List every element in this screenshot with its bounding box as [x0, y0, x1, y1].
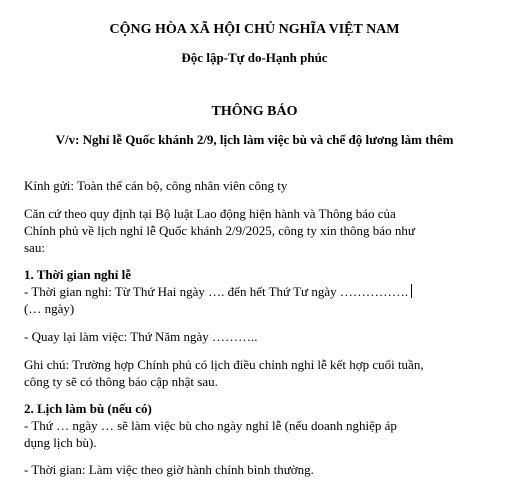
- note-line-1: Ghi chú: Trường hợp Chính phủ có lịch điều chỉnh nghỉ lễ kết hợp cuối tuần,: [24, 357, 424, 372]
- document-title: THÔNG BÁO: [211, 104, 298, 119]
- return-to-work-line: - Quay lại làm việc: Thứ Năm ngày ………..: [24, 329, 258, 344]
- makeup-line-2: dụng lịch bù).: [24, 435, 97, 450]
- national-title: CỘNG HÒA XÃ HỘI CHỦ NGHĨA VIỆT NAM: [109, 22, 400, 37]
- basis-line-3: sau:: [24, 240, 45, 255]
- time-off-text: - Thời gian nghỉ: Từ Thứ Hai ngày …. đến hết Thứ Tư ngày …………….: [24, 284, 409, 299]
- makeup-line-1: - Thứ … ngày … sẽ làm việc bù cho ngày nghỉ lễ (nếu doanh nghiệp áp: [24, 418, 397, 433]
- text-cursor: [411, 284, 412, 298]
- section-2-heading: 2. Lịch làm bù (nếu có): [24, 401, 152, 416]
- time-off-days: (… ngày): [24, 301, 75, 316]
- basis-line-1: Căn cứ theo quy định tại Bộ luật Lao động hiện hành và Thông báo của: [24, 206, 396, 221]
- time-off-line: [24, 283, 412, 300]
- basis-line-2: Chính phủ về lịch nghỉ lễ Quốc khánh 2/9/2025, công ty xin thông báo như: [24, 223, 415, 238]
- note-line-2: công ty sẽ có thông báo cập nhật sau.: [24, 374, 218, 389]
- national-motto: Độc lập-Tự do-Hạnh phúc: [181, 50, 328, 65]
- section-1-heading: 1. Thời gian nghỉ lễ: [24, 267, 132, 282]
- working-hours-line: - Thời gian: Làm việc theo giờ hành chính bình thường.: [24, 462, 314, 477]
- recipient-line: Kính gửi: Toàn thể cán bộ, công nhân viên công ty: [24, 178, 288, 193]
- document-subject: V/v: Nghỉ lễ Quốc khánh 2/9, lịch làm việc bù và chế độ lương làm thêm: [55, 132, 454, 147]
